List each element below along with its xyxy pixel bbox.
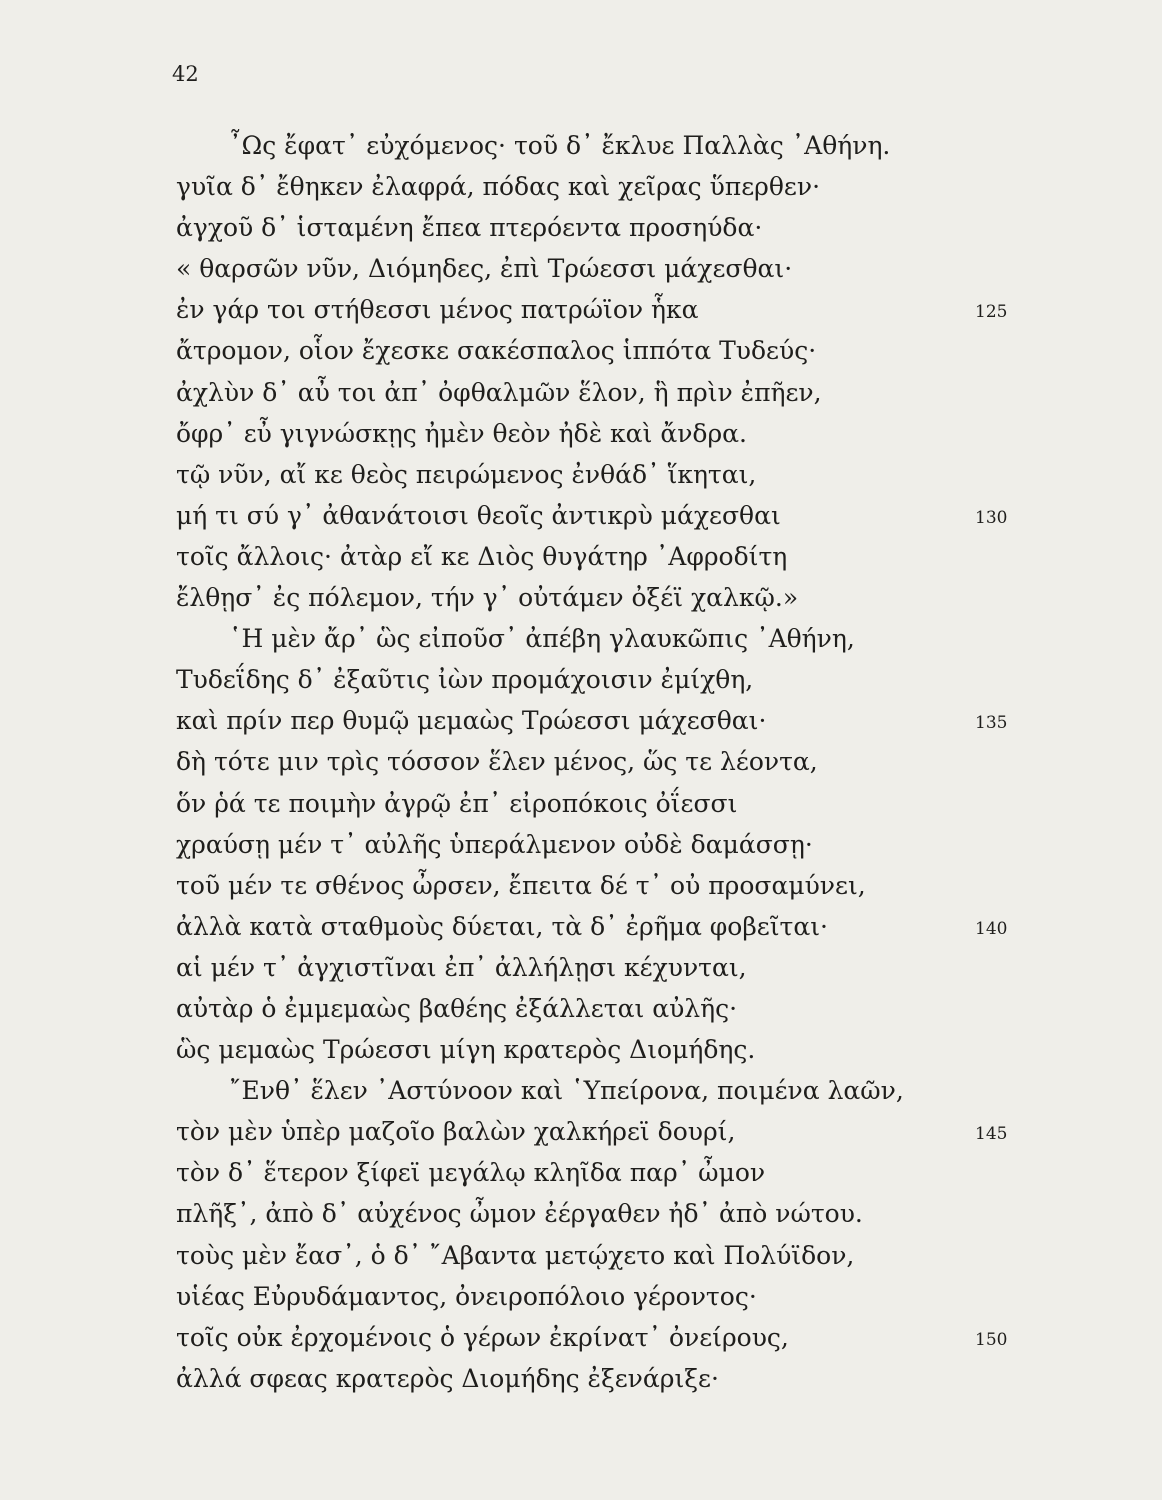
verse-text: τοῖς οὐκ ἐρχομένοις ὁ γέρων ἐκρίνατ᾽ ὀνείρους,: [176, 1322, 789, 1352]
verse-line: [0, 827, 1162, 868]
verse-text: « θαρσῶν νῦν, Διόμηδες, ἐπὶ Τρώεσσι μάχεσθαι·: [176, 254, 793, 284]
verse-line: [0, 991, 1162, 1032]
verse-text: ἀλλὰ κατὰ σταθμοὺς δύεται, τὰ δ᾽ ἐρῆμα φοβεῖται·: [176, 911, 829, 941]
verse-text: γυῖα δ᾽ ἔθηκεν ἐλαφρά, πόδας καὶ χεῖρας ὕπερθεν·: [176, 172, 821, 202]
verse-line: [0, 128, 1162, 169]
line-number: 140: [975, 918, 1008, 939]
verse-text: ἐν γάρ τοι στήθεσσι μένος πατρώϊον ἧκα: [176, 295, 699, 325]
line-number: 145: [975, 1124, 1008, 1145]
verse-text: μή τι σύ γ᾽ ἀθανάτοισι θεοῖς ἀντικρὺ μάχεσθαι: [176, 500, 781, 530]
verse-text: ὅν ῥά τε ποιμὴν ἀγρῷ ἐπ᾽ εἰροπόκοις ὀΐεσσι: [176, 788, 738, 818]
verse-text: τοὺς μὲν ἔασ᾽, ὁ δ᾽ ῎Αβαντα μετῴχετο καὶ Πολύϊδον,: [176, 1240, 855, 1270]
line-number: 130: [975, 507, 1008, 528]
verse-text: πλῆξ᾽, ἀπὸ δ᾽ αὐχένος ὦμον ἐέργαθεν ἠδ᾽ ἀπὸ νώτου.: [176, 1199, 863, 1229]
verse-line: [0, 210, 1162, 251]
verse-line: [0, 498, 1162, 539]
line-number: 135: [975, 713, 1008, 734]
verse-text: τοῖς ἄλλοις· ἀτὰρ εἴ κε Διὸς θυγάτηρ ᾿Αφροδίτη: [176, 541, 788, 571]
verse-text: ἀγχοῦ δ᾽ ἱσταμένη ἔπεα πτερόεντα προσηύδα·: [176, 213, 763, 243]
verse-line: [0, 744, 1162, 785]
verse-text: χραύσῃ μέν τ᾽ αὐλῆς ὑπεράλμενον οὐδὲ δαμάσσῃ·: [176, 829, 813, 859]
verse-line: [0, 251, 1162, 292]
verse-text: τοῦ μέν τε σθένος ὦρσεν, ἔπειτα δέ τ᾽ οὐ προσαμύνει,: [176, 870, 866, 900]
verse-line: [0, 1032, 1162, 1073]
verse-line: [0, 1279, 1162, 1320]
verse-text: ῏Ως ἔφατ᾽ εὐχόμενος· τοῦ δ᾽ ἔκλυε Παλλὰς ᾿Αθήνη.: [229, 131, 891, 160]
verse-text: τῷ νῦν, αἴ κε θεὸς πειρώμενος ἐνθάδ᾽ ἵκηται,: [176, 459, 757, 489]
verse-text: ἀλλά σφεας κρατερὸς Διομήδης ἐξενάριξε·: [176, 1363, 719, 1393]
verse-line: [0, 457, 1162, 498]
verse-text: καὶ πρίν περ θυμῷ μεμαὼς Τρώεσσι μάχεσθαι·: [176, 706, 767, 736]
verse-line: [0, 1073, 1162, 1114]
verse-line: [0, 333, 1162, 374]
verse-line: [0, 416, 1162, 457]
line-number: 125: [975, 302, 1008, 323]
verse-text: ῾Η μὲν ἄρ᾽ ὣς εἰποῦσ᾽ ἀπέβη γλαυκῶπις ᾿Αθήνη,: [229, 624, 855, 654]
verse-line: [0, 868, 1162, 909]
verse-line: [0, 703, 1162, 744]
verse-text: αἱ μέν τ᾽ ἀγχιστῖναι ἐπ᾽ ἀλλήλῃσι κέχυνται,: [176, 952, 747, 982]
verse-text: δὴ τότε μιν τρὶς τόσσον ἕλεν μένος, ὥς τε λέοντα,: [176, 747, 818, 777]
verse-text: τὸν μὲν ὑπὲρ μαζοῖο βαλὼν χαλκήρεϊ δουρί,: [176, 1117, 736, 1147]
verse-line: [0, 621, 1162, 662]
verse-line: [0, 1320, 1162, 1361]
verse-text: υἱέας Εὐρυδάμαντος, ὀνειροπόλοιο γέροντος·: [176, 1281, 757, 1311]
verse-line: [0, 169, 1162, 210]
line-number: 150: [975, 1329, 1008, 1350]
verse-text: τὸν δ᾽ ἕτερον ξίφεϊ μεγάλῳ κληῖδα παρ᾽ ὦμον: [176, 1158, 766, 1188]
verse-line: [0, 662, 1162, 703]
verse-line: [0, 1196, 1162, 1237]
verse-text: ὄφρ᾽ εὖ γιγνώσκῃς ἠμὲν θεὸν ἠδὲ καὶ ἄνδρα.: [176, 418, 747, 448]
verse-text: ὣς μεμαὼς Τρώεσσι μίγη κρατερὸς Διομήδης.: [176, 1035, 756, 1065]
verse-line: [0, 1114, 1162, 1155]
verse-line: [0, 292, 1162, 333]
verse-line: [0, 950, 1162, 991]
verse-line: [0, 1155, 1162, 1196]
verse-text: Τυδεΐδης δ᾽ ἐξαῦτις ἰὼν προμάχοισιν ἐμίχθη,: [176, 665, 754, 695]
verse-line: [0, 1238, 1162, 1279]
verse-line: [0, 1361, 1162, 1402]
verse-line: [0, 539, 1162, 580]
verse-text: ἀχλὺν δ᾽ αὖ τοι ἀπ᾽ ὀφθαλμῶν ἕλον, ἣ πρὶν ἐπῆεν,: [176, 377, 822, 407]
verse-text: ῎Ενθ᾽ ἕλεν ᾿Αστύνοον καὶ ῾Υπείρονα, ποιμένα λαῶν,: [229, 1076, 904, 1106]
verse-line: [0, 909, 1162, 950]
verse-line: [0, 786, 1162, 827]
verse-text: ἔλθῃσ᾽ ἐς πόλεμον, τήν γ᾽ οὐτάμεν ὀξέϊ χαλκῷ.»: [176, 583, 799, 613]
verse-line: [0, 375, 1162, 416]
verse-text: ἄτρομον, οἷον ἔχεσκε σακέσπαλος ἱππότα Τυδεύς·: [176, 336, 817, 366]
verse-line: [0, 580, 1162, 621]
verse-text: αὐτὰρ ὁ ἐμμεμαὼς βαθέης ἐξάλλεται αὐλῆς·: [176, 993, 738, 1023]
verse-block: [0, 128, 1162, 1402]
page-number: 42: [172, 62, 199, 86]
